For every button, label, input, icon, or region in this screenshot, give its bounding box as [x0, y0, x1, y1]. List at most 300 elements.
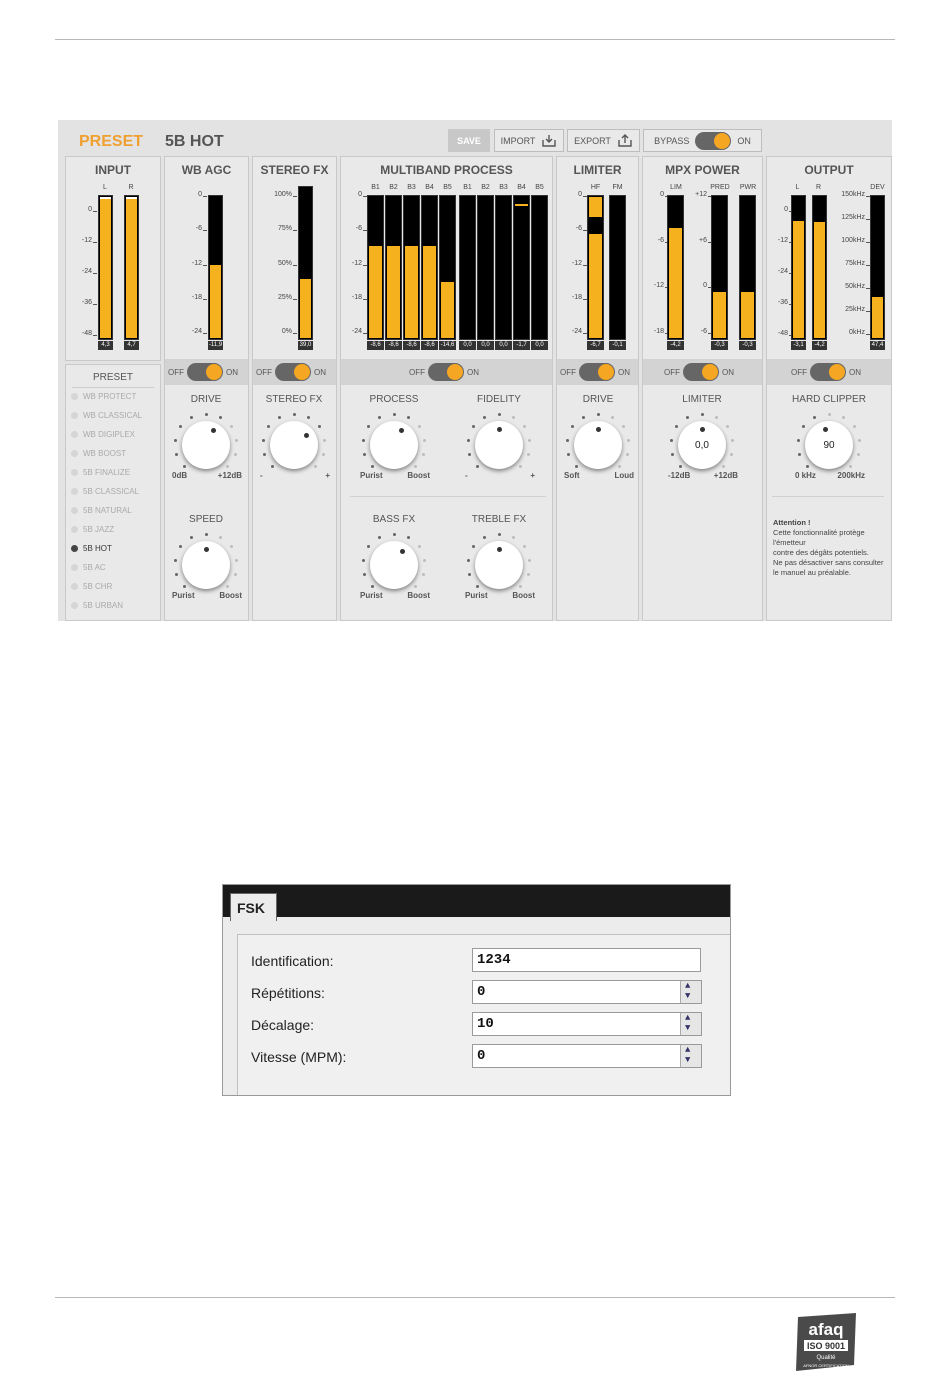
svg-text:Qualité: Qualité: [816, 1355, 836, 1361]
process-knob-label: PROCESS: [369, 394, 419, 405]
stereo-fx-knob-tick: [278, 416, 281, 419]
multiband-switch-switch[interactable]: [428, 363, 464, 381]
fidelity-knob[interactable]: [475, 421, 523, 469]
mpx-scale-left-tick-label: 0: [660, 191, 664, 198]
mpx-scale-left-tick-label: -6: [657, 237, 664, 244]
input-meter-l-value: 4,3: [98, 341, 113, 350]
stereo-scale-tick-label: 0%: [281, 328, 292, 335]
bass-fx-knob-tick: [414, 585, 417, 588]
save-button[interactable]: [448, 129, 490, 152]
multiband-switch-on-label: ON: [467, 367, 479, 377]
mb-a-meter-3: [403, 195, 420, 340]
bass-fx-knob-min-label: Purist: [360, 591, 383, 600]
output-channel-label: L: [795, 184, 800, 191]
limiter-switch-switch[interactable]: [579, 363, 615, 381]
input-meter-l-fill: [100, 199, 111, 338]
hard-clipper-knob-tick: [798, 453, 801, 456]
bass-fx-knob-tick: [418, 545, 421, 548]
treble-fx-knob[interactable]: [475, 541, 523, 589]
preset-item-label: 5B AC: [83, 563, 106, 572]
mb-b-meter-5-value: 0,0: [531, 341, 548, 350]
treble-fx-knob-tick: [512, 536, 515, 539]
preset-radio[interactable]: [71, 469, 78, 476]
fidelity-knob-tick: [527, 453, 530, 456]
agc-drive-knob-min-label: 0dB: [172, 471, 188, 480]
limiter-drive-knob-tick: [627, 439, 630, 442]
preset-item[interactable]: [71, 411, 142, 420]
mpx-meter-lim-value: -4,2: [667, 341, 684, 350]
multiband-switch-off-label: OFF: [409, 367, 425, 377]
spin-up-icon[interactable]: ▲: [685, 1045, 691, 1055]
agc-drive-knob-tick: [226, 465, 229, 468]
treble-fx-knob-tick: [467, 559, 470, 562]
mpx-meter-pwr: [739, 195, 756, 340]
preset-item-label: 5B CLASSICAL: [83, 487, 140, 496]
preset-item-label: 5B CHR: [83, 582, 113, 591]
attention-note: [773, 518, 892, 578]
bypass-switch[interactable]: [695, 132, 731, 150]
fsk-spinner[interactable]: [680, 981, 701, 1003]
output-switch-off-label: OFF: [791, 367, 807, 377]
mb-a-meter-4-fill: [423, 246, 436, 338]
process-knob-tick: [378, 416, 381, 419]
fsk-tab-bar: [223, 885, 730, 917]
preset-item[interactable]: [71, 392, 136, 401]
mpx-channel-label: PWR: [739, 184, 757, 191]
mb-b-meter-5: [531, 195, 548, 340]
mb-a-channel-label: B4: [425, 184, 434, 191]
mb-a-meter-3-fill: [405, 246, 418, 338]
mpx-meter-pwr-fill: [741, 292, 754, 338]
mpx-scale-right-tick-label: 0: [703, 282, 707, 289]
limiter-switch-on-label: ON: [618, 367, 630, 377]
fidelity-knob-tick: [467, 439, 470, 442]
limiter-switch[interactable]: [560, 363, 630, 381]
input-scale-tick: [93, 335, 97, 336]
lim-scale-tick-label: 0: [578, 191, 582, 198]
hard-clipper-knob-tick: [828, 413, 831, 416]
afaq-iso-logo: [794, 1313, 858, 1373]
treble-fx-knob-tick: [472, 545, 475, 548]
output-meter-dev: [870, 195, 885, 340]
process-knob-min-label: Purist: [360, 471, 383, 480]
spin-up-icon[interactable]: ▲: [685, 1013, 691, 1023]
input-meter-r-fill: [126, 199, 137, 338]
stereo-fx-knob-tick: [318, 425, 321, 428]
process-knob-tick: [422, 453, 425, 456]
output-switch-switch[interactable]: [810, 363, 846, 381]
mpx-scale-left-tick-label: -12: [653, 282, 664, 289]
limiter-meter-1-marker: [589, 234, 602, 236]
spin-down-icon[interactable]: ▼: [685, 991, 691, 1001]
stereo-scale-tick-label: 50%: [277, 260, 292, 267]
mpx-channel-label: PRED: [710, 184, 730, 191]
mb-a-meter-2-value: -8,6: [385, 341, 402, 350]
hard-clipper-knob-tick: [858, 439, 861, 442]
mb-scale-tick-label: -18: [351, 294, 362, 301]
process-knob-tick: [414, 465, 417, 468]
import-label: IMPORT: [500, 135, 536, 146]
agc-scale-tick: [203, 299, 207, 300]
mb-a-meter-5: [439, 195, 456, 340]
mpx-limiter-knob-tick: [670, 439, 673, 442]
mb-b-meter-4-marker: [515, 204, 528, 206]
stereo-switch-on-label: ON: [314, 367, 326, 377]
preset-radio[interactable]: [71, 450, 78, 457]
preset-radio[interactable]: [71, 488, 78, 495]
fsk-field-input[interactable]: [472, 948, 701, 972]
preset-item-label: WB BOOST: [83, 449, 127, 458]
agc-drive-knob-tick: [174, 439, 177, 442]
mb-a-channel-label: B1: [371, 184, 380, 191]
input-scale-tick-label: -48: [81, 330, 92, 337]
mb-b-channel-label: B2: [481, 184, 490, 191]
mb-b-channel-label: B4: [517, 184, 526, 191]
output-switch-on-label: ON: [849, 367, 861, 377]
bass-fx-knob-indicator: [400, 549, 405, 554]
mb-b-meter-3: [495, 195, 512, 340]
mb-b-meter-3-value: 0,0: [495, 341, 512, 350]
limiter-title: LIMITER: [573, 163, 622, 177]
agc-scale-tick-label: -24: [191, 328, 202, 335]
input-channel-label: L: [103, 184, 107, 191]
out-scale-left-tick-label: -12: [777, 237, 788, 244]
preset-list-divider: [72, 387, 154, 388]
mb-a-meter-3-value: -8,6: [403, 341, 420, 350]
agc-speed-knob-tick: [179, 545, 182, 548]
treble-fx-knob-tick: [483, 536, 486, 539]
hard-clipper-knob[interactable]: [805, 421, 853, 469]
stereo-fx-knob-tick: [267, 425, 270, 428]
preset-heading: PRESET: [79, 133, 144, 150]
input-scale-tick-label: 0: [88, 206, 92, 213]
input-scale-tick-label: -12: [81, 237, 92, 244]
fsk-field-value: 10: [477, 1016, 494, 1032]
mpx-switch-off-label: OFF: [664, 367, 680, 377]
bass-fx-knob-tick: [371, 585, 374, 588]
output-meter-r-value: -4,2: [812, 341, 827, 350]
mpx-meter-pred-fill: [713, 292, 726, 338]
agc-speed-knob-indicator: [204, 547, 209, 552]
tab-fsk[interactable]: FSK: [230, 893, 277, 921]
agc-drive-knob-indicator: [211, 428, 216, 433]
mb-b-channel-label: B1: [463, 184, 472, 191]
output-switch[interactable]: [791, 363, 861, 381]
limiter-channel-label: FM: [612, 184, 623, 191]
preset-radio[interactable]: [71, 602, 78, 609]
bass-fx-knob-tick: [363, 573, 366, 576]
input-meter-r-peak: [126, 197, 137, 199]
stereo-scale-tick: [293, 265, 297, 266]
multiband-switch[interactable]: [409, 363, 479, 381]
svg-text:afaq: afaq: [808, 1320, 844, 1339]
download-icon: [541, 134, 557, 148]
preset-item[interactable]: [71, 544, 112, 553]
hard-clipper-knob-min-label: 0 kHz: [795, 471, 816, 480]
stereo-switch-switch[interactable]: [275, 363, 311, 381]
upload-icon: [617, 134, 633, 148]
mb-b-channel-label: B5: [535, 184, 544, 191]
output-meter-dev-fill: [872, 297, 883, 338]
limiter-drive-knob[interactable]: [574, 421, 622, 469]
limiter-meter-1: [587, 195, 604, 340]
preset-radio[interactable]: [71, 545, 78, 552]
out-scale-left-tick-label: -48: [777, 330, 788, 337]
agc-switch-on-label: ON: [226, 367, 238, 377]
svg-text:ISO 9001: ISO 9001: [806, 1341, 846, 1351]
fidelity-knob-tick: [483, 416, 486, 419]
agc-switch-switch[interactable]: [187, 363, 223, 381]
preset-item[interactable]: [71, 449, 126, 458]
agc-drive-knob-label: DRIVE: [190, 394, 222, 405]
hard-clipper-knob-tick: [806, 465, 809, 468]
agc-speed-knob-tick: [190, 536, 193, 539]
mb-b-meter-2: [477, 195, 494, 340]
treble-fx-knob-label: TREBLE FX: [471, 514, 527, 525]
agc-drive-knob[interactable]: [182, 421, 230, 469]
agc-drive-knob-tick: [190, 416, 193, 419]
out-scale-right-tick-label: 50kHz: [845, 283, 865, 290]
agc-drive-knob-max-label: +12dB: [217, 471, 242, 480]
mb-b-meter-4-value: -1,7: [513, 341, 530, 350]
spin-up-icon[interactable]: ▲: [685, 981, 691, 991]
mpx-limiter-knob[interactable]: [678, 421, 726, 469]
agc-speed-knob-tick: [175, 573, 178, 576]
fidelity-knob-tick: [498, 413, 501, 416]
stereo-scale-tick: [293, 230, 297, 231]
limiter-drive-knob-tick: [567, 453, 570, 456]
output-meter-l-fill: [793, 221, 804, 338]
input-scale-tick: [93, 242, 97, 243]
export-button[interactable]: [567, 129, 640, 152]
mpx-meter-lim-fill: [669, 228, 682, 338]
fsk-field-input[interactable]: [472, 980, 702, 1004]
preset-radio[interactable]: [71, 526, 78, 533]
limiter-drive-knob-tick: [622, 425, 625, 428]
agc-speed-knob-tick: [230, 545, 233, 548]
fsk-field-label: Vitesse (MPM):: [251, 1049, 347, 1065]
treble-fx-knob-tick: [527, 573, 530, 576]
fsk-spinner[interactable]: [680, 1045, 701, 1067]
process-knob[interactable]: [370, 421, 418, 469]
import-button[interactable]: [494, 129, 564, 152]
spin-down-icon[interactable]: ▼: [685, 1055, 691, 1065]
bypass-toggle[interactable]: [643, 129, 762, 152]
mpx-limiter-knob-min-label: -12dB: [668, 471, 691, 480]
preset-item[interactable]: [71, 506, 132, 515]
preset-current-name: 5B HOT: [165, 133, 224, 150]
agc-speed-knob-label: SPEED: [189, 514, 223, 525]
agc-speed-knob-tick: [226, 585, 229, 588]
mpx-limiter-knob-tick: [715, 416, 718, 419]
agc-switch[interactable]: [168, 363, 238, 381]
process-knob-tick: [407, 416, 410, 419]
process-knob-max-label: Boost: [407, 471, 430, 480]
input-scale-tick: [93, 273, 97, 274]
hard-clipper-knob-tick: [853, 425, 856, 428]
agc-drive-knob-tick: [183, 465, 186, 468]
multiband-divider: [350, 496, 546, 497]
mb-b-meter-1: [459, 195, 476, 340]
mpx-meter-pred: [711, 195, 728, 340]
mpx-scale-right-tick-label: +6: [699, 237, 707, 244]
mb-a-meter-1: [367, 195, 384, 340]
mpx-limiter-knob-max-label: +12dB: [713, 471, 738, 480]
limiter-drive-knob-min-label: Soft: [564, 471, 580, 480]
preset-item[interactable]: [71, 525, 114, 534]
preset-item[interactable]: [71, 563, 106, 572]
preset-item-label: 5B FINALIZE: [83, 468, 131, 477]
mpx-switch-switch[interactable]: [683, 363, 719, 381]
treble-fx-knob-tick: [528, 559, 531, 562]
stereo-fx-knob-tick: [263, 453, 266, 456]
input-scale-tick: [93, 304, 97, 305]
mpx-scale-right-tick-label: +12: [695, 191, 707, 198]
treble-fx-knob-tick: [523, 545, 526, 548]
stereo-fx-knob-tick: [307, 416, 310, 419]
bass-fx-knob[interactable]: [370, 541, 418, 589]
mb-b-meter-1-value: 0,0: [459, 341, 476, 350]
fsk-field-input[interactable]: [472, 1044, 702, 1068]
mpx-channel-label: LIM: [670, 184, 682, 191]
agc-scale-tick-label: 0: [198, 191, 202, 198]
fsk-spinner[interactable]: [680, 1013, 701, 1035]
process-knob-tick: [362, 439, 365, 442]
input-meter-l-peak: [100, 197, 111, 199]
limiter-channel-label: HF: [590, 184, 601, 191]
agc-speed-knob-tick: [205, 533, 208, 536]
limiter-drive-knob-label: DRIVE: [582, 394, 614, 405]
process-knob-tick: [371, 465, 374, 468]
mb-a-meter-1-fill: [369, 246, 382, 338]
agc-drive-knob-tick: [234, 453, 237, 456]
input-scale-tick: [93, 211, 97, 212]
preset-radio[interactable]: [71, 431, 78, 438]
preset-item-label: 5B NATURAL: [83, 506, 132, 515]
agc-drive-knob-tick: [205, 413, 208, 416]
treble-fx-knob-tick: [476, 585, 479, 588]
stereo-switch[interactable]: [256, 363, 326, 381]
mb-a-channel-label: B5: [443, 184, 452, 191]
preset-radio[interactable]: [71, 583, 78, 590]
stereo-fx-knob-tick: [271, 465, 274, 468]
agc-speed-knob-max-label: Boost: [219, 591, 242, 600]
agc-drive-knob-tick: [179, 425, 182, 428]
treble-fx-knob-indicator: [497, 547, 502, 552]
limiter-drive-knob-tick: [571, 425, 574, 428]
input-title: INPUT: [95, 163, 131, 177]
out-scale-left-tick-label: -36: [777, 299, 788, 306]
treble-fx-knob-tick: [498, 533, 501, 536]
fsk-field-input[interactable]: [472, 1012, 702, 1036]
fsk-field-label: Décalage:: [251, 1017, 315, 1033]
bottom-rule: [55, 1297, 895, 1298]
attention-line: Cette fonctionnalité protège l'émetteur: [773, 528, 865, 547]
mpx-power-title: MPX POWER: [665, 163, 740, 177]
mpx-limiter-knob-indicator: [700, 427, 705, 432]
agc-scale-tick-label: -18: [191, 294, 202, 301]
lim-scale-tick-label: -6: [575, 225, 582, 232]
agc-meter-fill: [210, 265, 221, 338]
output-meter-dev-value: 47,4: [871, 342, 884, 348]
fsk-dialog-screenshot: [222, 884, 731, 1096]
output-channel-label: DEV: [870, 184, 885, 191]
preset-item[interactable]: [71, 582, 112, 591]
process-knob-tick: [393, 413, 396, 416]
preset-radio[interactable]: [71, 564, 78, 571]
preset-radio[interactable]: [71, 412, 78, 419]
agc-scale-tick: [203, 333, 207, 334]
mb-b-meter-2-value: 0,0: [477, 341, 494, 350]
stereo-fx-knob-label: STEREO FX: [265, 394, 323, 405]
mpx-limiter-knob-tick: [679, 465, 682, 468]
fsk-field-value: 0: [477, 984, 486, 1000]
fidelity-knob-tick: [472, 425, 475, 428]
preset-item[interactable]: [71, 487, 139, 496]
agc-speed-knob[interactable]: [182, 541, 230, 589]
multiband-title: MULTIBAND PROCESS: [380, 163, 513, 177]
output-meter-r: [812, 195, 827, 340]
mpx-scale-right-tick-label: -6: [700, 328, 707, 335]
agc-switch-off-label: OFF: [168, 367, 184, 377]
output-title: OUTPUT: [804, 163, 854, 177]
stereo-fx-knob-tick: [314, 465, 317, 468]
mpx-switch-on-label: ON: [722, 367, 734, 377]
mb-scale-tick-label: 0: [358, 191, 362, 198]
out-scale-left-tick-label: -24: [777, 268, 788, 275]
bass-fx-knob-tick: [407, 536, 410, 539]
input-scale-tick-label: -24: [81, 268, 92, 275]
agc-scale-tick: [203, 265, 207, 266]
spin-down-icon[interactable]: ▼: [685, 1023, 691, 1033]
output-meter-r-fill: [814, 222, 825, 338]
limiter-switch-off-label: OFF: [560, 367, 576, 377]
hard-clipper-knob-tick: [857, 453, 860, 456]
hard-clipper-knob-tick: [797, 439, 800, 442]
preset-item[interactable]: [71, 430, 135, 439]
bass-fx-knob-label: BASS FX: [372, 514, 416, 525]
preset-radio[interactable]: [71, 393, 78, 400]
agc-speed-knob-min-label: Purist: [172, 591, 195, 600]
bypass-on-label: ON: [737, 135, 751, 146]
mb-scale-tick-label: -24: [351, 328, 362, 335]
preset-item[interactable]: [71, 468, 130, 477]
mpx-switch[interactable]: [664, 363, 734, 381]
out-scale-right-tick-label: 150kHz: [841, 191, 865, 198]
stereo-scale-tick-label: 75%: [277, 225, 292, 232]
stereo-fx-knob[interactable]: [270, 421, 318, 469]
bypass-label: BYPASS: [654, 135, 690, 146]
mb-b-channel-label: B3: [499, 184, 508, 191]
hard-clipper-knob-tick: [802, 425, 805, 428]
stereo-fx-knob-min-label: -: [260, 471, 263, 480]
svg-text:AFNOR CERTIFICATION: AFNOR CERTIFICATION: [803, 1363, 849, 1368]
preset-item[interactable]: [71, 601, 123, 610]
treble-fx-knob-tick: [468, 573, 471, 576]
preset-radio[interactable]: [71, 507, 78, 514]
preset-item-label: WB PROTECT: [83, 392, 137, 401]
process-knob-tick: [418, 425, 421, 428]
process-knob-tick: [367, 425, 370, 428]
fidelity-knob-indicator: [497, 427, 502, 432]
agc-drive-knob-tick: [175, 453, 178, 456]
mpx-scale-left-tick-label: -18: [653, 328, 664, 335]
stereo-fx-knob-tick: [322, 453, 325, 456]
hard-clipper-knob-max-label: 200kHz: [837, 471, 865, 480]
input-scale-tick-label: -36: [81, 299, 92, 306]
limiter-meter-1-fill-top: [589, 197, 602, 217]
mb-a-meter-5-value: -14,6: [440, 342, 455, 348]
